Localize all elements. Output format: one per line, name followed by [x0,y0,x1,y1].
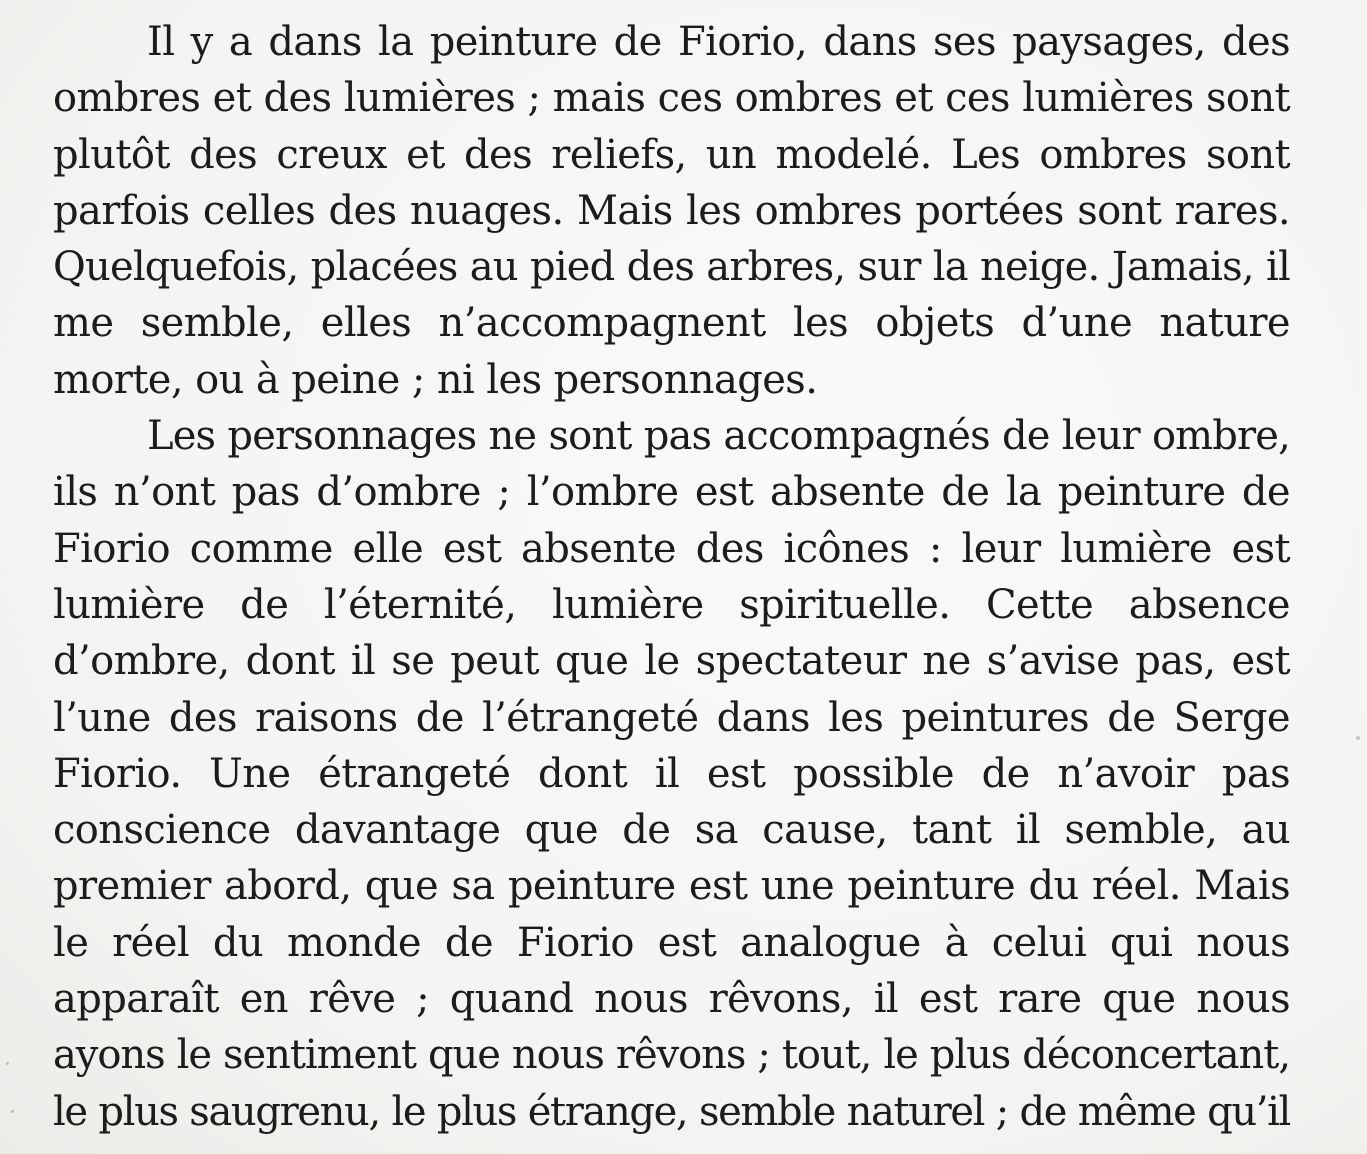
text-line: ombres et des lumières ; mais ces ombres et ces lumières sont [53,75,1290,122]
text-line: ayons le sentiment que nous rêvons ; tout, le plus déconcertant, [53,1032,1290,1079]
text-line: le plus saugrenu, le plus étrange, semble naturel ; de même qu’il [53,1088,1290,1135]
paragraph-1 [53,14,1290,408]
text-line: conscience davantage que de sa cause, tant il semble, au [53,807,1290,854]
text-line: parfois celles des nuages. Mais les ombres portées sont rares. [53,187,1290,234]
text-line: lumière de l’éternité, lumière spirituelle. Cette absence [53,581,1290,628]
body-text [53,14,1290,1140]
text-line: Il y a dans la peinture de Fiorio, dans ses paysages, des [147,19,1290,65]
text-line: Les personnages ne sont pas accompagnés de leur ombre, [147,413,1290,460]
text-line: ils n’ont pas d’ombre ; l’ombre est absente de la peinture de [53,469,1290,516]
scan-speck [1356,736,1360,740]
scan-speck [6,1062,9,1065]
text-line: apparaît en rêve ; quand nous rêvons, il est rare que nous [53,976,1290,1023]
scan-speck [11,1110,14,1113]
text-line: l’une des raisons de l’étrangeté dans les peintures de Serge [53,694,1290,741]
text-line: me semble, elles n’accompagnent les objets d’une nature [53,300,1290,347]
text-line: plutôt des creux et des reliefs, un modelé. Les ombres sont [53,131,1290,178]
text-line: d’ombre, dont il se peut que le spectateur ne s’avise pas, est [53,638,1290,685]
text-line: Fiorio. Une étrangeté dont il est possible de n’avoir pas [53,750,1290,797]
text-line: le réel du monde de Fiorio est analogue à celui qui nous [53,919,1290,966]
text-line: premier abord, que sa peinture est une peinture du réel. Mais [53,863,1290,910]
text-line: morte, ou à peine ; ni les personnages. [53,356,818,403]
paragraph-2 [53,408,1290,1140]
text-line: Fiorio comme elle est absente des icônes : leur lumière est [53,525,1290,572]
text-line: Quelquefois, placées au pied des arbres, sur la neige. Jamais, il [53,244,1290,291]
